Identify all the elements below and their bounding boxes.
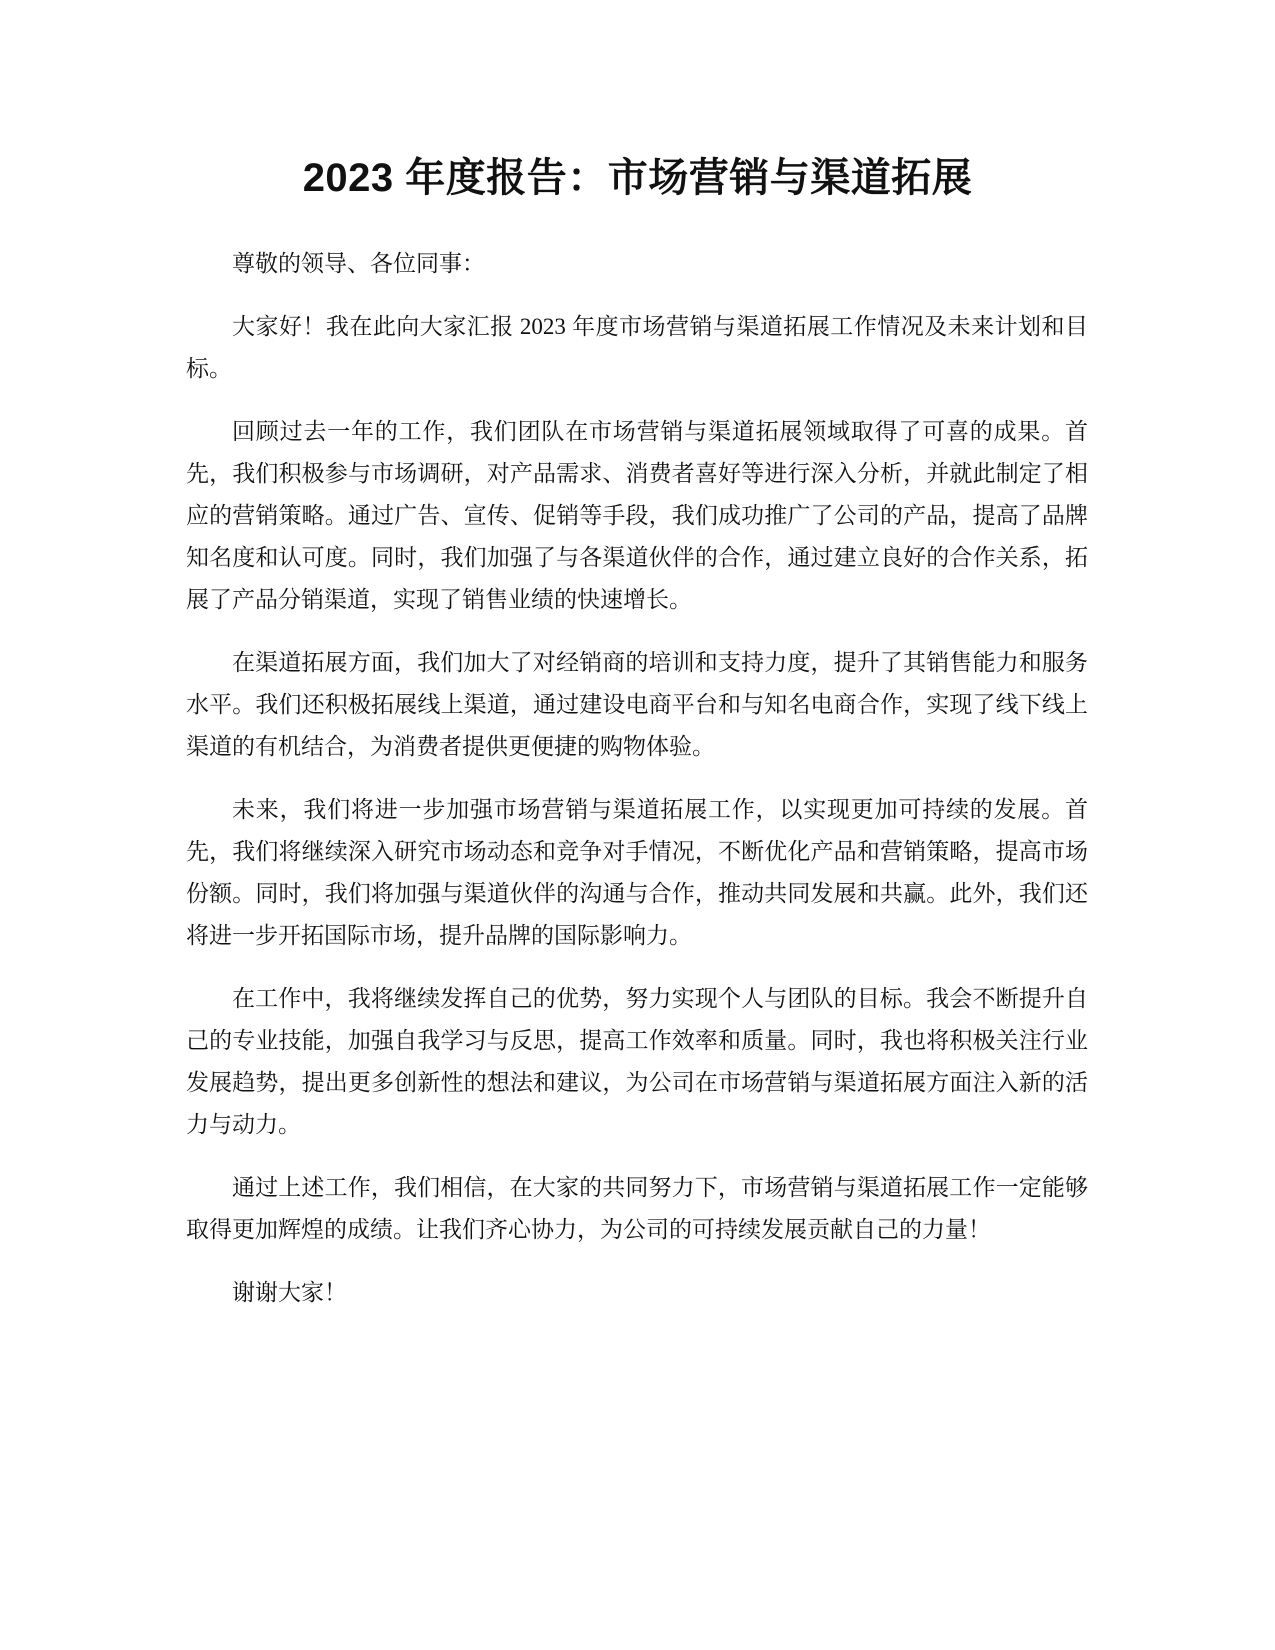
paragraph-greeting: 大家好！我在此向大家汇报 2023 年度市场营销与渠道拓展工作情况及未来计划和目标。: [186, 314, 1088, 381]
paragraph-review: 回顾过去一年的工作，我们团队在市场营销与渠道拓展领域取得了可喜的成果。首先，我们积极参与市场调研，对产品需求、消费者喜好等进行深入分析，并就此制定了相应的营销策略。通过广告、宣传、促销等手段，我们成功推广了公司的产品，提高了品牌知名度和认可度。同时，我们加强了与各渠道伙伴的合作，通过建立良好的合作关系，拓展了产品分销渠道，实现了销售业绩的快速增长。: [186, 419, 1088, 612]
paragraph-thanks: 谢谢大家！: [232, 1280, 347, 1305]
paragraph-future-plan: 未来，我们将进一步加强市场营销与渠道拓展工作，以实现更加可持续的发展。首先，我们将继续深入研究市场动态和竞争对手情况，不断优化产品和营销策略，提高市场份额。同时，我们将加强与渠道伙伴的沟通与合作，推动共同发展和共赢。此外，我们还将进一步开拓国际市场，提升品牌的国际影响力。: [186, 797, 1088, 948]
paragraph-personal-goals: 在工作中，我将继续发挥自己的优势，努力实现个人与团队的目标。我会不断提升自己的专业技能，加强自我学习与反思，提高工作效率和质量。同时，我也将积极关注行业发展趋势，提出更多创新性的想法和建议，为公司在市场营销与渠道拓展方面注入新的活力与动力。: [186, 986, 1088, 1137]
document-body: [186, 243, 1088, 1335]
paragraph-salutation: 尊敬的领导、各位同事：: [232, 251, 485, 276]
paragraph-conclusion: 通过上述工作，我们相信，在大家的共同努力下，市场营销与渠道拓展工作一定能够取得更加辉煌的成绩。让我们齐心协力，为公司的可持续发展贡献自己的力量！: [186, 1175, 1088, 1242]
paragraph-channel-expansion: 在渠道拓展方面，我们加大了对经销商的培训和支持力度，提升了其销售能力和服务水平。我们还积极拓展线上渠道，通过建设电商平台和与知名电商合作，实现了线下线上渠道的有机结合，为消费者提供更便捷的购物体验。: [186, 650, 1088, 759]
document-title: 2023 年度报告：市场营销与渠道拓展: [302, 156, 973, 200]
